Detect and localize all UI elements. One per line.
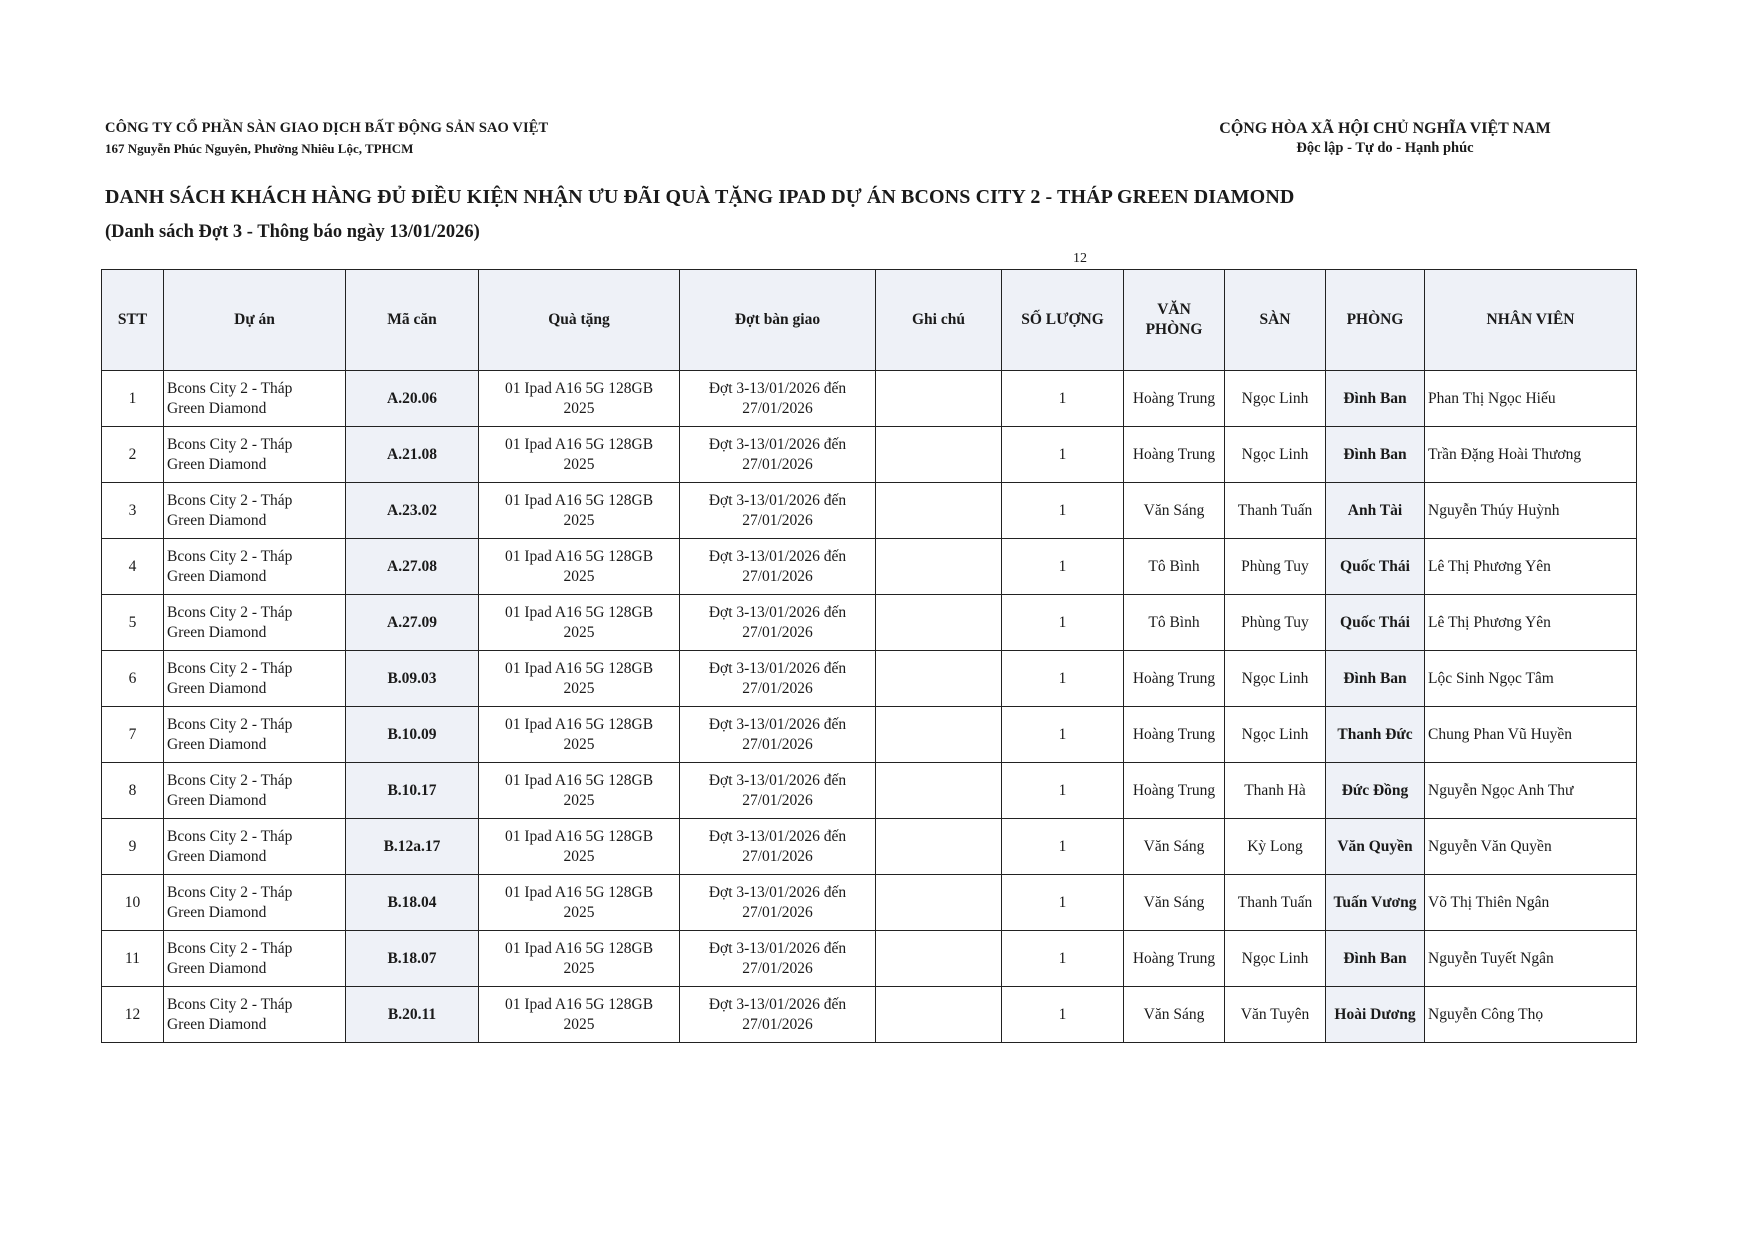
cell-note — [876, 483, 1002, 539]
cell-stt: 3 — [102, 483, 164, 539]
cell-project-line2: Green Diamond — [167, 679, 267, 697]
cell-handover — [680, 931, 876, 987]
cell-office: Hoàng Trung — [1124, 651, 1225, 707]
cell-handover-line2: 27/01/2026 — [742, 735, 813, 753]
table-row — [102, 427, 1637, 483]
cell-room: Đình Ban — [1326, 371, 1425, 427]
cell-office: Hoàng Trung — [1124, 763, 1225, 819]
cell-gift-line2: 2025 — [563, 959, 595, 977]
col-header-unit: Mã căn — [346, 270, 479, 371]
cell-quantity: 1 — [1002, 987, 1124, 1043]
cell-office: Hoàng Trung — [1124, 931, 1225, 987]
cell-project-line1: Bcons City 2 - Tháp — [167, 603, 293, 621]
cell-handover-line1: Đợt 3-13/01/2026 đến — [708, 995, 847, 1013]
cell-staff: Phan Thị Ngọc Hiếu — [1425, 371, 1637, 427]
cell-handover — [680, 707, 876, 763]
col-header-staff: NHÂN VIÊN — [1425, 270, 1637, 371]
cell-gift-line2: 2025 — [563, 735, 595, 753]
cell-handover-line2: 27/01/2026 — [742, 847, 813, 865]
table-row — [102, 483, 1637, 539]
cell-project-line2: Green Diamond — [167, 399, 267, 417]
cell-unit: A.20.06 — [346, 371, 479, 427]
company-address: 167 Nguyễn Phúc Nguyên, Phường Nhiêu Lộc, TPHCM — [105, 141, 414, 156]
cell-handover-line1: Đợt 3-13/01/2026 đến — [708, 771, 847, 789]
cell-gift-line2: 2025 — [563, 1015, 595, 1033]
cell-staff: Nguyễn Tuyết Ngân — [1425, 931, 1637, 987]
cell-office: Hoàng Trung — [1124, 707, 1225, 763]
cell-floor: Thanh Hà — [1225, 763, 1326, 819]
col-header-room: PHÒNG — [1326, 270, 1425, 371]
cell-gift-line1: 01 Ipad A16 5G 128GB — [504, 547, 654, 565]
cell-gift-line1: 01 Ipad A16 5G 128GB — [504, 603, 654, 621]
cell-note — [876, 595, 1002, 651]
cell-project-line1: Bcons City 2 - Tháp — [167, 491, 293, 509]
cell-handover — [680, 987, 876, 1043]
table-row — [102, 651, 1637, 707]
cell-gift-line1: 01 Ipad A16 5G 128GB — [504, 435, 654, 453]
cell-stt: 4 — [102, 539, 164, 595]
cell-gift-line2: 2025 — [563, 679, 595, 697]
col-header-office: VĂN PHÒNG — [1124, 270, 1225, 371]
cell-project — [164, 651, 346, 707]
cell-stt: 5 — [102, 595, 164, 651]
company-name: CÔNG TY CỔ PHẦN SÀN GIAO DỊCH BẤT ĐỘNG SẢN SAO VIỆT — [105, 120, 549, 136]
cell-gift — [479, 819, 680, 875]
cell-handover — [680, 483, 876, 539]
cell-gift — [479, 763, 680, 819]
cell-staff: Võ Thị Thiên Ngân — [1425, 875, 1637, 931]
cell-floor: Ngọc Linh — [1225, 371, 1326, 427]
cell-stt: 11 — [102, 931, 164, 987]
cell-project-line1: Bcons City 2 - Tháp — [167, 771, 293, 789]
cell-stt: 12 — [102, 987, 164, 1043]
cell-unit: A.27.08 — [346, 539, 479, 595]
cell-quantity: 1 — [1002, 427, 1124, 483]
table-row — [102, 707, 1637, 763]
cell-project-line1: Bcons City 2 - Tháp — [167, 379, 293, 397]
cell-staff: Nguyễn Công Thọ — [1425, 987, 1637, 1043]
table-row — [102, 539, 1637, 595]
cell-gift — [479, 539, 680, 595]
cell-floor: Phùng Tuy — [1225, 595, 1326, 651]
table-row — [102, 763, 1637, 819]
cell-gift-line2: 2025 — [563, 511, 595, 529]
table-row — [102, 987, 1637, 1043]
cell-gift-line1: 01 Ipad A16 5G 128GB — [504, 939, 654, 957]
cell-floor: Kỳ Long — [1225, 819, 1326, 875]
cell-room: Thanh Đức — [1326, 707, 1425, 763]
cell-unit: B.09.03 — [346, 651, 479, 707]
table-row — [102, 931, 1637, 987]
cell-quantity: 1 — [1002, 931, 1124, 987]
table-header-row — [102, 270, 1637, 371]
cell-handover-line2: 27/01/2026 — [742, 791, 813, 809]
cell-room: Đình Ban — [1326, 931, 1425, 987]
cell-handover-line2: 27/01/2026 — [742, 511, 813, 529]
cell-gift — [479, 875, 680, 931]
cell-project — [164, 987, 346, 1043]
cell-gift — [479, 707, 680, 763]
cell-room: Quốc Thái — [1326, 595, 1425, 651]
cell-note — [876, 763, 1002, 819]
cell-project-line1: Bcons City 2 - Tháp — [167, 827, 293, 845]
cell-staff: Nguyễn Thúy Huỳnh — [1425, 483, 1637, 539]
cell-stt: 7 — [102, 707, 164, 763]
cell-handover-line2: 27/01/2026 — [742, 399, 813, 417]
cell-unit: B.18.04 — [346, 875, 479, 931]
cell-room: Đình Ban — [1326, 427, 1425, 483]
cell-project-line2: Green Diamond — [167, 847, 267, 865]
cell-project-line1: Bcons City 2 - Tháp — [167, 715, 293, 733]
cell-handover — [680, 819, 876, 875]
cell-unit: A.23.02 — [346, 483, 479, 539]
cell-project-line2: Green Diamond — [167, 567, 267, 585]
cell-project-line1: Bcons City 2 - Tháp — [167, 995, 293, 1013]
cell-staff: Trần Đặng Hoài Thương — [1425, 427, 1637, 483]
cell-handover-line1: Đợt 3-13/01/2026 đến — [708, 603, 847, 621]
cell-project-line1: Bcons City 2 - Tháp — [167, 435, 293, 453]
cell-stt: 1 — [102, 371, 164, 427]
customer-table — [101, 269, 1637, 1043]
document-subtitle: (Danh sách Đợt 3 - Thông báo ngày 13/01/2026) — [105, 222, 480, 242]
cell-note — [876, 987, 1002, 1043]
cell-gift-line1: 01 Ipad A16 5G 128GB — [504, 771, 654, 789]
cell-project-line1: Bcons City 2 - Tháp — [167, 547, 293, 565]
cell-floor: Ngọc Linh — [1225, 931, 1326, 987]
cell-project — [164, 819, 346, 875]
table-row — [102, 595, 1637, 651]
col-header-floor: SÀN — [1225, 270, 1326, 371]
cell-unit: B.18.07 — [346, 931, 479, 987]
cell-project-line2: Green Diamond — [167, 511, 267, 529]
cell-handover — [680, 539, 876, 595]
cell-note — [876, 707, 1002, 763]
cell-quantity: 1 — [1002, 707, 1124, 763]
company-header — [105, 120, 548, 157]
table-row — [102, 875, 1637, 931]
cell-quantity: 1 — [1002, 875, 1124, 931]
cell-project — [164, 763, 346, 819]
cell-handover — [680, 371, 876, 427]
cell-staff: Lộc Sinh Ngọc Tâm — [1425, 651, 1637, 707]
cell-note — [876, 427, 1002, 483]
cell-staff: Nguyễn Văn Quyền — [1425, 819, 1637, 875]
cell-handover — [680, 763, 876, 819]
cell-gift-line2: 2025 — [563, 791, 595, 809]
cell-gift-line2: 2025 — [563, 903, 595, 921]
cell-unit: A.27.09 — [346, 595, 479, 651]
cell-gift-line1: 01 Ipad A16 5G 128GB — [504, 827, 654, 845]
cell-floor: Ngọc Linh — [1225, 427, 1326, 483]
cell-floor: Ngọc Linh — [1225, 651, 1326, 707]
cell-handover — [680, 651, 876, 707]
cell-gift-line2: 2025 — [563, 399, 595, 417]
col-header-project: Dự án — [164, 270, 346, 371]
col-header-note: Ghi chú — [876, 270, 1002, 371]
cell-project-line2: Green Diamond — [167, 623, 267, 641]
cell-handover-line2: 27/01/2026 — [742, 455, 813, 473]
cell-office: Văn Sáng — [1124, 819, 1225, 875]
cell-handover-line1: Đợt 3-13/01/2026 đến — [708, 939, 847, 957]
cell-project-line1: Bcons City 2 - Tháp — [167, 883, 293, 901]
cell-project — [164, 931, 346, 987]
cell-gift — [479, 651, 680, 707]
cell-handover-line1: Đợt 3-13/01/2026 đến — [708, 715, 847, 733]
cell-project-line2: Green Diamond — [167, 791, 267, 809]
cell-office: Hoàng Trung — [1124, 427, 1225, 483]
cell-gift — [479, 931, 680, 987]
cell-handover-line1: Đợt 3-13/01/2026 đến — [708, 491, 847, 509]
cell-project-line1: Bcons City 2 - Tháp — [167, 939, 293, 957]
cell-gift — [479, 595, 680, 651]
cell-quantity: 1 — [1002, 763, 1124, 819]
cell-floor: Văn Tuyên — [1225, 987, 1326, 1043]
cell-quantity: 1 — [1002, 651, 1124, 707]
cell-room: Văn Quyền — [1326, 819, 1425, 875]
cell-handover-line1: Đợt 3-13/01/2026 đến — [708, 883, 847, 901]
col-header-handover: Đợt bàn giao — [680, 270, 876, 371]
cell-stt: 6 — [102, 651, 164, 707]
col-header-stt: STT — [102, 270, 164, 371]
national-title: CỘNG HÒA XÃ HỘI CHỦ NGHĨA VIỆT NAM — [1219, 120, 1551, 137]
cell-office: Tô Bình — [1124, 595, 1225, 651]
cell-staff: Lê Thị Phương Yên — [1425, 539, 1637, 595]
cell-note — [876, 931, 1002, 987]
cell-handover-line2: 27/01/2026 — [742, 623, 813, 641]
cell-gift-line2: 2025 — [563, 455, 595, 473]
cell-gift-line1: 01 Ipad A16 5G 128GB — [504, 995, 654, 1013]
cell-floor: Ngọc Linh — [1225, 707, 1326, 763]
cell-note — [876, 651, 1002, 707]
cell-staff: Nguyễn Ngọc Anh Thư — [1425, 763, 1637, 819]
cell-quantity: 1 — [1002, 595, 1124, 651]
cell-handover-line2: 27/01/2026 — [742, 567, 813, 585]
cell-note — [876, 371, 1002, 427]
cell-unit: B.20.11 — [346, 987, 479, 1043]
cell-project-line2: Green Diamond — [167, 959, 267, 977]
cell-unit: B.12a.17 — [346, 819, 479, 875]
col-header-quantity: SỐ LƯỢNG — [1002, 270, 1124, 371]
cell-office: Văn Sáng — [1124, 875, 1225, 931]
cell-floor: Phùng Tuy — [1225, 539, 1326, 595]
cell-gift — [479, 987, 680, 1043]
cell-handover-line1: Đợt 3-13/01/2026 đến — [708, 435, 847, 453]
cell-handover-line1: Đợt 3-13/01/2026 đến — [708, 379, 847, 397]
cell-unit: A.21.08 — [346, 427, 479, 483]
cell-project — [164, 483, 346, 539]
cell-project-line2: Green Diamond — [167, 1015, 267, 1033]
cell-gift-line1: 01 Ipad A16 5G 128GB — [504, 883, 654, 901]
cell-handover-line1: Đợt 3-13/01/2026 đến — [708, 547, 847, 565]
cell-handover-line2: 27/01/2026 — [742, 903, 813, 921]
cell-gift-line2: 2025 — [563, 623, 595, 641]
table-row — [102, 819, 1637, 875]
cell-project-line2: Green Diamond — [167, 735, 267, 753]
cell-project — [164, 595, 346, 651]
cell-stt: 10 — [102, 875, 164, 931]
cell-room: Anh Tài — [1326, 483, 1425, 539]
cell-handover-line2: 27/01/2026 — [742, 1015, 813, 1033]
cell-room: Tuấn Vương — [1326, 875, 1425, 931]
cell-room: Đức Đồng — [1326, 763, 1425, 819]
col-header-gift: Quà tặng — [479, 270, 680, 371]
cell-project-line2: Green Diamond — [167, 455, 267, 473]
cell-gift-line2: 2025 — [563, 847, 595, 865]
cell-handover — [680, 595, 876, 651]
document-title: DANH SÁCH KHÁCH HÀNG ĐỦ ĐIỀU KIỆN NHẬN ƯU ĐÃI QUÀ TẶNG IPAD DỰ ÁN BCONS CITY 2 - THÁP GREEN DIAMOND — [105, 186, 1295, 208]
cell-room: Hoài Dương — [1326, 987, 1425, 1043]
cell-staff: Lê Thị Phương Yên — [1425, 595, 1637, 651]
total-count: 12 — [1073, 251, 1087, 266]
cell-note — [876, 875, 1002, 931]
cell-room: Đình Ban — [1326, 651, 1425, 707]
cell-floor: Thanh Tuấn — [1225, 483, 1326, 539]
cell-stt: 9 — [102, 819, 164, 875]
cell-office: Văn Sáng — [1124, 483, 1225, 539]
cell-room: Quốc Thái — [1326, 539, 1425, 595]
cell-quantity: 1 — [1002, 483, 1124, 539]
cell-stt: 2 — [102, 427, 164, 483]
cell-gift-line1: 01 Ipad A16 5G 128GB — [504, 715, 654, 733]
cell-floor: Thanh Tuấn — [1225, 875, 1326, 931]
cell-note — [876, 819, 1002, 875]
cell-stt: 8 — [102, 763, 164, 819]
cell-gift — [479, 483, 680, 539]
national-motto: Độc lập - Tự do - Hạnh phúc — [1296, 140, 1474, 156]
cell-quantity: 1 — [1002, 819, 1124, 875]
cell-unit: B.10.17 — [346, 763, 479, 819]
cell-staff: Chung Phan Vũ Huyền — [1425, 707, 1637, 763]
cell-project — [164, 427, 346, 483]
cell-unit: B.10.09 — [346, 707, 479, 763]
cell-gift-line1: 01 Ipad A16 5G 128GB — [504, 659, 654, 677]
cell-office: Hoàng Trung — [1124, 371, 1225, 427]
cell-gift-line1: 01 Ipad A16 5G 128GB — [504, 379, 654, 397]
cell-gift-line1: 01 Ipad A16 5G 128GB — [504, 491, 654, 509]
cell-project — [164, 707, 346, 763]
cell-note — [876, 539, 1002, 595]
cell-gift — [479, 427, 680, 483]
national-header — [1190, 120, 1580, 157]
cell-handover — [680, 875, 876, 931]
cell-project — [164, 539, 346, 595]
cell-handover — [680, 427, 876, 483]
cell-project — [164, 371, 346, 427]
cell-project-line2: Green Diamond — [167, 903, 267, 921]
cell-office: Tô Bình — [1124, 539, 1225, 595]
cell-gift-line2: 2025 — [563, 567, 595, 585]
cell-handover-line1: Đợt 3-13/01/2026 đến — [708, 827, 847, 845]
cell-quantity: 1 — [1002, 371, 1124, 427]
cell-gift — [479, 371, 680, 427]
cell-handover-line2: 27/01/2026 — [742, 959, 813, 977]
cell-project — [164, 875, 346, 931]
cell-office: Văn Sáng — [1124, 987, 1225, 1043]
cell-handover-line2: 27/01/2026 — [742, 679, 813, 697]
cell-handover-line1: Đợt 3-13/01/2026 đến — [708, 659, 847, 677]
table-row — [102, 371, 1637, 427]
cell-project-line1: Bcons City 2 - Tháp — [167, 659, 293, 677]
cell-quantity: 1 — [1002, 539, 1124, 595]
